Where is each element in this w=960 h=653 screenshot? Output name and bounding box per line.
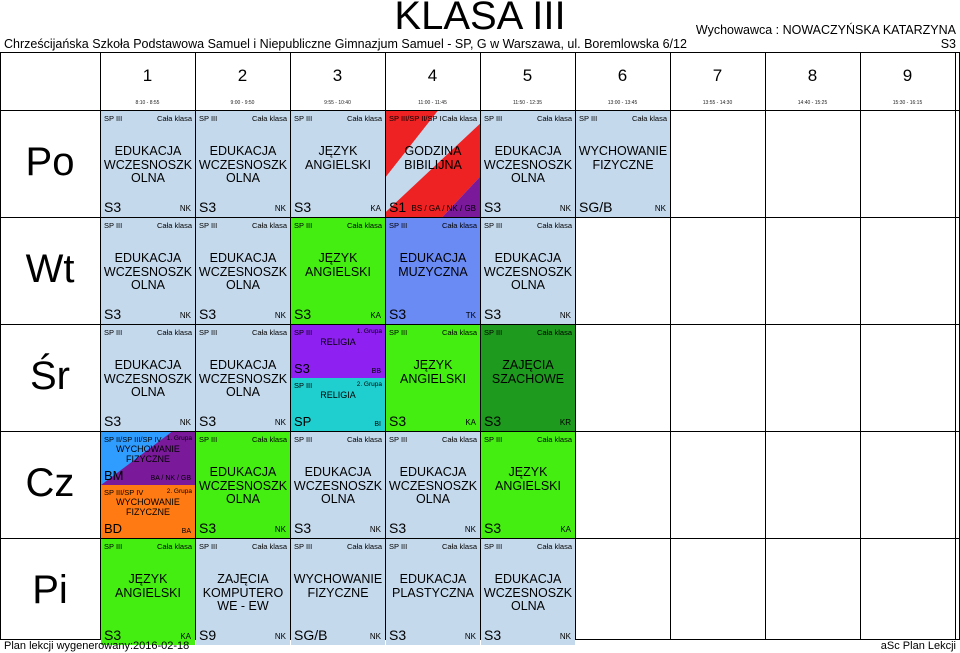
lesson-scope: Cała klasa (631, 114, 667, 123)
lesson-teacher: NK (274, 311, 286, 320)
lesson-teacher: BS / GA / NK / GB (411, 204, 476, 213)
lesson-group: SP III (199, 328, 218, 337)
lesson-teacher: KR (559, 418, 571, 427)
lesson-scope: Cała klasa (251, 221, 287, 230)
lesson-cell (481, 432, 575, 538)
lesson-group: SP III (294, 542, 313, 551)
lesson-group: SP III (199, 221, 218, 230)
lesson-scope: Cała klasa (441, 328, 477, 337)
lesson-teacher: NK (179, 311, 191, 320)
column-divider (195, 52, 196, 640)
period-number: 5 (522, 66, 533, 85)
lesson-cell (101, 218, 195, 324)
lesson-cell (291, 539, 385, 645)
lesson-scope: Cała klasa (346, 435, 382, 444)
lesson-scope: Cała klasa (346, 542, 382, 551)
lesson-scope: Cała klasa (156, 221, 192, 230)
lesson-group: SP III/SP IV (104, 488, 144, 497)
lesson-scope: Cała klasa (346, 114, 382, 123)
lesson-room: S3 (484, 413, 502, 429)
lesson-teacher: BI (374, 421, 381, 428)
lesson-subject: EDUKACJA WCZESNOSZK OLNA (198, 358, 288, 399)
period-number: 6 (617, 66, 628, 85)
lesson-cell (196, 111, 290, 217)
lesson-group: SP III (294, 435, 313, 444)
lesson-room: S3 (484, 520, 502, 536)
lesson-group: SP III (104, 114, 123, 123)
column-divider (480, 52, 481, 640)
lesson-group: SP III (484, 114, 503, 123)
lesson-room: S3 (484, 199, 502, 215)
lesson-group: SP III (389, 542, 408, 551)
lesson-cell (196, 432, 290, 538)
lesson-subject: RELIGIA (320, 337, 356, 347)
lesson-group: SP III (294, 328, 313, 337)
row-divider (0, 538, 960, 539)
lesson-teacher: NK (559, 204, 571, 213)
lesson-teacher: KA (180, 632, 191, 641)
lesson-group: SP III (579, 114, 598, 123)
lesson-group-block (291, 325, 385, 378)
lesson-scope: Cała klasa (441, 114, 477, 123)
lesson-subject: JĘZYK ANGIELSKI (495, 465, 561, 493)
lesson-teacher: NK (464, 632, 476, 641)
lesson-subject: EDUKACJA WCZESNOSZK OLNA (103, 144, 193, 185)
lesson-scope: Cała klasa (441, 221, 477, 230)
school-name: Chrześcijańska Szkoła Podstawowa Samuel i Niepubliczne Gimnazjum Samuel - SP, G w Warszawa, ul. Boremlowska 6/12 (4, 37, 687, 51)
period-number: 9 (902, 66, 913, 85)
lesson-scope: Cała klasa (346, 221, 382, 230)
lesson-subject: JĘZYK ANGIELSKI (305, 251, 371, 279)
lesson-room: S3 (389, 413, 407, 429)
lesson-scope: Cała klasa (536, 435, 572, 444)
lesson-scope: Cała klasa (251, 328, 287, 337)
lesson-cell (291, 218, 385, 324)
lesson-group-block (291, 378, 385, 431)
lesson-room: S1 (389, 199, 407, 215)
lesson-cell (386, 325, 480, 431)
day-label-wednesday: Śr (30, 354, 70, 398)
lesson-teacher: NK (369, 525, 381, 534)
lesson-teacher: NK (654, 204, 666, 213)
lesson-room: S3 (104, 627, 122, 643)
lesson-scope: Cała klasa (536, 114, 572, 123)
lesson-teacher: NK (559, 632, 571, 641)
software-name: aSc Plan Lekcji (880, 640, 956, 652)
lesson-scope: Cała klasa (156, 114, 192, 123)
lesson-room: S3 (104, 306, 122, 322)
lesson-room: S3 (199, 520, 217, 536)
lesson-teacher: NK (464, 525, 476, 534)
lesson-scope: Cała klasa (441, 542, 477, 551)
lesson-room: S3 (104, 199, 122, 215)
page-title: KLASA III (394, 0, 566, 38)
lesson-scope: Cała klasa (536, 542, 572, 551)
lesson-group: SP III/SP II/SP I (389, 114, 442, 123)
lesson-cell (386, 539, 480, 645)
lesson-cell (196, 539, 290, 645)
lesson-group: SP III (199, 435, 218, 444)
lesson-group: SP III (199, 542, 218, 551)
column-divider (290, 52, 291, 640)
generated-date: Plan lekcji wygenerowany:2016-02-18 (4, 640, 190, 652)
lesson-scope: 1. Grupa (166, 435, 192, 442)
lesson-room: S3 (389, 627, 407, 643)
period-time: 11:50 - 12:35 (512, 100, 543, 106)
lesson-group: SP III (104, 328, 123, 337)
header-divider (0, 110, 960, 111)
lesson-cell (291, 432, 385, 538)
column-divider (670, 52, 671, 640)
lesson-subject: EDUKACJA WCZESNOSZK OLNA (388, 465, 478, 506)
lesson-group: SP III (484, 328, 503, 337)
period-time: 13:55 - 14:30 (702, 100, 733, 106)
lesson-room: S3 (294, 520, 312, 536)
lesson-cell (101, 111, 195, 217)
lesson-group: SP III (294, 381, 313, 390)
lesson-subject: EDUKACJA WCZESNOSZK OLNA (103, 358, 193, 399)
day-label-tuesday: Wt (25, 247, 75, 291)
lesson-cell (101, 325, 195, 431)
lesson-scope: 2. Grupa (166, 488, 192, 495)
period-number: 1 (142, 66, 153, 85)
lesson-group: SP III (484, 221, 503, 230)
lesson-room: S3 (294, 361, 310, 376)
lesson-group: SP III (389, 435, 408, 444)
lesson-group: SP III (104, 542, 123, 551)
column-divider (860, 52, 861, 640)
lesson-subject: JĘZYK ANGIELSKI (400, 358, 466, 386)
lesson-subject: EDUKACJA WCZESNOSZK OLNA (293, 465, 383, 506)
lesson-cell (481, 539, 575, 645)
lesson-scope: Cała klasa (441, 435, 477, 444)
lesson-scope: Cała klasa (251, 114, 287, 123)
lesson-room: BD (104, 521, 123, 536)
day-label-thursday: Cz (25, 461, 75, 505)
lesson-room: S9 (199, 627, 217, 643)
lesson-subject: JĘZYK ANGIELSKI (115, 572, 181, 600)
lesson-room: SG/B (579, 199, 613, 215)
lesson-cell (481, 218, 575, 324)
lesson-group: SP III (389, 328, 408, 337)
lesson-subject: WYCHOWANIE FIZYCZNE (293, 572, 383, 600)
lesson-room: SG/B (294, 627, 328, 643)
lesson-subject: ZAJĘCIA KOMPUTERO WE - EW (202, 572, 284, 613)
day-label-monday: Po (25, 140, 75, 184)
row-divider (0, 217, 960, 218)
home-room: S3 (940, 37, 956, 51)
lesson-group: SP III (389, 221, 408, 230)
lesson-cell (481, 111, 575, 217)
lesson-group: SP III (484, 542, 503, 551)
lesson-subject: EDUKACJA WCZESNOSZK OLNA (483, 144, 573, 185)
lesson-group: SP III (199, 114, 218, 123)
lesson-cell (291, 111, 385, 217)
lesson-room: S3 (389, 520, 407, 536)
lesson-subject: EDUKACJA WCZESNOSZK OLNA (103, 251, 193, 292)
period-time: 9:00 - 9:50 (230, 100, 255, 106)
lesson-scope: Cała klasa (156, 542, 192, 551)
lesson-subject: EDUKACJA WCZESNOSZK OLNA (483, 572, 573, 613)
period-time: 11:00 - 11:45 (418, 100, 447, 106)
lesson-subject: EDUKACJA PLASTYCZNA (392, 572, 474, 600)
lesson-cell (196, 325, 290, 431)
lesson-subject: WYCHOWANIE FIZYCZNE (578, 144, 668, 172)
period-number: 8 (807, 66, 818, 85)
lesson-cell (386, 432, 480, 538)
period-number: 4 (427, 66, 438, 85)
lesson-cell (386, 111, 480, 217)
lesson-room: BM (104, 468, 124, 483)
lesson-room: S3 (199, 413, 217, 429)
lesson-group-block (101, 485, 195, 538)
lesson-teacher: KA (465, 418, 476, 427)
lesson-room: S3 (199, 199, 217, 215)
lesson-scope: Cała klasa (536, 221, 572, 230)
day-label-friday: Pi (32, 568, 68, 612)
period-number: 3 (332, 66, 343, 85)
lesson-subject: EDUKACJA WCZESNOSZK OLNA (483, 251, 573, 292)
lesson-cell (291, 325, 385, 431)
column-divider (100, 52, 101, 640)
lesson-room: S3 (484, 627, 502, 643)
lesson-teacher: BA (181, 528, 191, 535)
column-divider (765, 52, 766, 640)
lesson-room: S3 (389, 306, 407, 322)
period-time: 15:30 - 16:15 (892, 100, 923, 106)
lesson-group: SP II/SP III/SP IV (104, 435, 162, 444)
lesson-subject: JĘZYK ANGIELSKI (305, 144, 371, 172)
lesson-teacher: BA / NK / GB (150, 475, 191, 482)
lesson-group: SP III (294, 114, 313, 123)
period-time: 14:40 - 15:25 (797, 100, 828, 106)
lesson-subject: ZAJĘCIA SZACHOWE (491, 358, 565, 386)
lesson-subject: RELIGIA (320, 390, 356, 400)
lesson-group: SP III (104, 221, 123, 230)
period-time: 9:55 - 10:40 (324, 100, 351, 106)
lesson-subject: WYCHOWANIE FIZYCZNE (116, 444, 180, 464)
lesson-teacher: NK (559, 311, 571, 320)
lesson-subject: GODZINA BIBILIJNA (404, 144, 462, 172)
lesson-subject: EDUKACJA WCZESNOSZK OLNA (198, 465, 288, 506)
lesson-subject: EDUKACJA MUZYCZNA (398, 251, 468, 279)
lesson-teacher: NK (179, 418, 191, 427)
lesson-group: SP III (484, 435, 503, 444)
class-teacher: Wychowawca : NOWACZYŃSKA KATARZYNA (695, 23, 956, 37)
lesson-teacher: NK (179, 204, 191, 213)
lesson-scope: Cała klasa (251, 542, 287, 551)
lesson-room: S3 (484, 306, 502, 322)
lesson-scope: 1. Grupa (356, 328, 382, 335)
period-time: 8:10 - 8:55 (135, 100, 160, 106)
row-divider (0, 324, 960, 325)
lesson-teacher: NK (274, 525, 286, 534)
lesson-scope: Cała klasa (156, 328, 192, 337)
lesson-cell (386, 218, 480, 324)
lesson-cell (576, 111, 670, 217)
lesson-scope: Cała klasa (251, 435, 287, 444)
lesson-room: S3 (294, 306, 312, 322)
lesson-group-block (101, 432, 195, 485)
period-number: 7 (712, 66, 723, 85)
lesson-subject: EDUKACJA WCZESNOSZK OLNA (198, 251, 288, 292)
lesson-room: S3 (104, 413, 122, 429)
lesson-teacher: NK (274, 418, 286, 427)
lesson-teacher: NK (274, 204, 286, 213)
lesson-teacher: NK (369, 632, 381, 641)
lesson-teacher: TK (465, 311, 476, 320)
row-divider (0, 431, 960, 432)
lesson-subject: EDUKACJA WCZESNOSZK OLNA (198, 144, 288, 185)
column-divider (955, 52, 956, 640)
lesson-cell (481, 325, 575, 431)
lesson-scope: 2. Grupa (356, 381, 382, 388)
lesson-cell (101, 539, 195, 645)
period-time: 13:00 - 13:45 (607, 100, 638, 106)
lesson-group: SP III (294, 221, 313, 230)
lesson-teacher: KA (560, 525, 571, 534)
lesson-teacher: NK (274, 632, 286, 641)
lesson-subject: WYCHOWANIE FIZYCZNE (116, 497, 180, 517)
lesson-teacher: KA (370, 204, 381, 213)
column-divider (575, 52, 576, 640)
lesson-room: S3 (199, 306, 217, 322)
lesson-room: S3 (294, 199, 312, 215)
lesson-cell (101, 432, 195, 538)
column-divider (385, 52, 386, 640)
lesson-room: SP (294, 414, 312, 429)
lesson-teacher: KA (370, 311, 381, 320)
lesson-cell (196, 218, 290, 324)
lesson-teacher: BB (371, 368, 381, 375)
lesson-scope: Cała klasa (536, 328, 572, 337)
period-number: 2 (237, 66, 248, 85)
